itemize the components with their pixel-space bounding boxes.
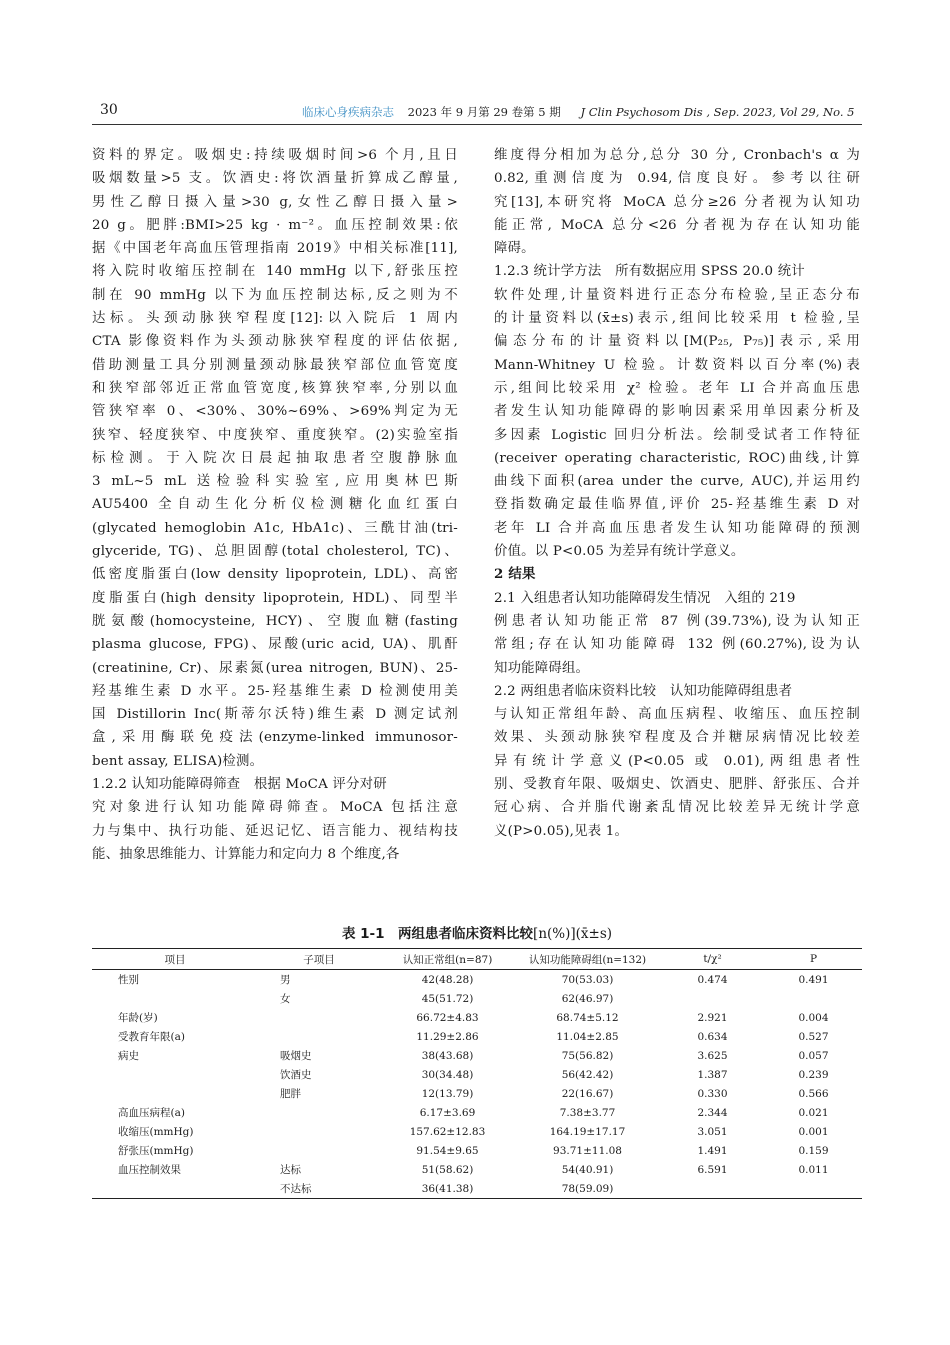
- clinical-data-table: [92, 948, 862, 1199]
- cell-statistic: 6.591: [697, 1163, 728, 1176]
- cell-impaired-group: 56(42.42): [561, 1068, 614, 1081]
- cell-subitem: 不达标: [280, 1183, 312, 1195]
- text-line: 的计量资料以(x̄±s)表示,组间比较采用 t 检验,呈: [494, 311, 860, 327]
- journal-name-en: J Clin Psychosom Dis , Sep. 2023, Vol 29, No. 5: [580, 105, 855, 119]
- table-row: [92, 1065, 862, 1084]
- text-line: 障碍。: [494, 241, 535, 257]
- text-line: 1.2.2 认知功能障碍筛查 根据 MoCA 评分对研: [92, 777, 387, 793]
- cell-statistic: 1.491: [697, 1144, 728, 1157]
- page-number: 30: [100, 102, 118, 118]
- cell-p-value: 0.491: [798, 973, 829, 986]
- cell-statistic: [660, 989, 765, 1008]
- cell-subitem: 女: [280, 993, 291, 1005]
- cell-p-value: 0.527: [798, 1030, 829, 1043]
- text-line: 国 Distillorin Inc(斯蒂尔沃特)维生素 D 测定试剂: [92, 707, 458, 723]
- cell-impaired-group: 164.19±17.17: [549, 1125, 626, 1138]
- text-line: 冠心病、合并脂代谢紊乱情况比较差异无统计学意: [494, 800, 860, 816]
- text-line: 软件处理,计量资料进行正态分布检验,呈正态分布: [494, 287, 860, 303]
- cell-normal-group: 30(34.48): [421, 1068, 474, 1081]
- text-line: 示,组间比较采用 χ² 检验。老年 LI 合并高血压患: [494, 380, 860, 396]
- cell-impaired-group: 78(59.09): [561, 1182, 614, 1195]
- cell-statistic: 0.634: [697, 1030, 728, 1043]
- text-line: 价值。以 P<0.05 为差异有统计学意义。: [494, 544, 745, 560]
- text-line: 别、受教育年限、吸烟史、饮酒史、肥胖、舒张压、合并: [494, 777, 860, 793]
- table-row: [92, 1179, 862, 1199]
- table-row: [92, 1103, 862, 1122]
- running-header: [92, 100, 862, 125]
- cell-item: 受教育年限(a): [118, 1031, 185, 1043]
- cell-normal-group: 51(58.62): [421, 1163, 474, 1176]
- cell-impaired-group: 54(40.91): [561, 1163, 614, 1176]
- text-line: 偏态分布的计量资料以[M(P₂₅, P₇₅)]表示,采用: [494, 334, 860, 350]
- cell-subitem: [258, 1141, 380, 1160]
- text-line: 3 mL~5 mL 送检验科实验室,应用奥林巴斯: [92, 474, 458, 490]
- table-title: [92, 922, 862, 942]
- cell-item: 舒张压(mmHg): [118, 1145, 194, 1157]
- cell-impaired-group: 75(56.82): [561, 1049, 614, 1062]
- text-line: 1.2.3 统计学方法 所有数据应用 SPSS 20.0 统计: [494, 264, 805, 280]
- cell-statistic: 0.330: [697, 1087, 728, 1100]
- text-line: 能正常, MoCA 总分<26 分者视为存在认知功能: [494, 217, 860, 233]
- text-line: 老年 LI 合并高血压患者发生认知功能障碍的预测: [494, 520, 860, 536]
- table-row: [92, 1046, 862, 1065]
- cell-statistic: 2.344: [697, 1106, 728, 1119]
- text-line: 0.82,重测信度为 0.94,信度良好。参考以往研: [494, 171, 860, 187]
- cell-statistic: 3.625: [697, 1049, 728, 1062]
- cell-normal-group: 38(43.68): [421, 1049, 474, 1062]
- text-line: 究对象进行认知功能障碍筛查。MoCA 包括注意: [92, 800, 458, 816]
- journal-issue-cn: 2023 年 9 月第 29 卷第 5 期: [407, 105, 561, 119]
- text-line: 羟基维生素 D 水平。25-羟基维生素 D 检测使用美: [92, 683, 458, 699]
- cell-impaired-group: 70(53.03): [561, 973, 614, 986]
- text-line: 2 结果: [494, 566, 536, 583]
- text-line: 异有统计学意义(P<0.05 或 0.01),两组患者性: [494, 753, 860, 769]
- text-line: 多因素 Logistic 回归分析法。绘制受试者工作特征: [494, 427, 860, 443]
- header-statistic: t/χ²: [703, 953, 722, 965]
- text-line: 资料的界定。吸烟史:持续吸烟时间>6 个月,且日: [92, 148, 458, 163]
- text-line: 度脂蛋白(high density lipoprotein, HDL)、同型半: [92, 590, 458, 606]
- cell-item: 高血压病程(a): [118, 1107, 185, 1119]
- text-line: 据《中国老年高血压管理指南 2019》中相关标准[11],: [92, 241, 458, 257]
- cell-statistic: [660, 1179, 765, 1199]
- cell-statistic: 1.387: [697, 1068, 728, 1081]
- cell-p-value: 0.021: [798, 1106, 829, 1119]
- table-row: [92, 989, 862, 1008]
- text-line: 标检测。于入院次日晨起抽取患者空腹静脉血: [92, 450, 458, 466]
- cell-subitem: 饮酒史: [280, 1069, 312, 1081]
- text-line: 力与集中、执行功能、延迟记忆、语言能力、视结构技: [92, 823, 458, 839]
- text-line: (receiver operating characteristic, ROC)曲线,计算: [494, 450, 860, 466]
- cell-impaired-group: 7.38±3.77: [559, 1106, 616, 1119]
- table-row: [92, 1160, 862, 1179]
- cell-p-value: [765, 1179, 862, 1199]
- cell-impaired-group: 93.71±11.08: [553, 1144, 622, 1157]
- cell-subitem: [258, 1103, 380, 1122]
- table-row: [92, 1027, 862, 1046]
- header-impaired-group: 认知功能障碍组(n=132): [528, 953, 647, 966]
- cell-normal-group: 45(51.72): [421, 992, 474, 1005]
- text-line: 能、抽象思维能力、计算能力和定向力 8 个维度,各: [92, 846, 400, 862]
- cell-normal-group: 66.72±4.83: [416, 1011, 479, 1024]
- text-line: 低密度脂蛋白(low density lipoprotein, LDL)、高密: [92, 567, 458, 583]
- text-line: glyceride, TG)、总胆固醇(total cholesterol, TC)、: [92, 544, 458, 560]
- cell-item: 性别: [118, 974, 139, 986]
- text-line: 登指数确定最佳临界值,评价 25-羟基维生素 D 对: [494, 497, 860, 513]
- cell-impaired-group: 22(16.67): [561, 1087, 614, 1100]
- journal-name-cn: 临床心身疾病杂志: [302, 105, 394, 119]
- cell-subitem: 达标: [280, 1164, 301, 1176]
- cell-normal-group: 11.29±2.86: [416, 1030, 479, 1043]
- cell-impaired-group: 11.04±2.85: [556, 1030, 619, 1043]
- text-line: 和狭窄部邻近正常血管宽度,核算狭窄率,分别以血: [92, 380, 458, 396]
- cell-normal-group: 6.17±3.69: [419, 1106, 476, 1119]
- text-line: 盒,采用酶联免疫法(enzyme-linked immunosor-: [92, 730, 458, 746]
- text-line: 20 g。肥胖:BMI>25 kg · m⁻²。血压控制效果:依: [92, 217, 458, 233]
- cell-item: 病史: [118, 1050, 139, 1062]
- text-line: 2.2 两组患者临床资料比较 认知功能障碍组患者: [494, 683, 793, 699]
- text-line: 2.1 入组患者认知功能障碍发生情况 入组的 219: [494, 590, 796, 606]
- cell-p-value: 0.566: [798, 1087, 829, 1100]
- cell-item: [92, 1179, 258, 1199]
- cell-p-value: 0.001: [798, 1125, 829, 1138]
- text-line: (glycated hemoglobin A1c, HbA1c)、三酰甘油(tri-: [92, 520, 458, 536]
- cell-subitem: 吸烟史: [280, 1050, 312, 1062]
- table-header-row: [92, 949, 862, 970]
- text-line: 维度得分相加为总分,总分 30 分, Cronbach's α 为: [494, 148, 860, 163]
- cell-p-value: 0.159: [798, 1144, 829, 1157]
- header-normal-group: 认知正常组(n=87): [402, 953, 493, 966]
- cell-item: [92, 989, 258, 1008]
- cell-subitem: [258, 1008, 380, 1027]
- cell-p-value: [765, 989, 862, 1008]
- text-line: 曲线下面积(area under the curve, AUC),并运用约: [494, 474, 860, 490]
- text-line: 管狭窄率 0、<30%、30%~69%、>69%判定为无: [92, 404, 458, 420]
- text-line: 例患者认知功能正常 87 例(39.73%),设为认知正: [494, 613, 860, 629]
- text-line: 知功能障碍组。: [494, 660, 590, 676]
- cell-subitem: 男: [280, 974, 291, 986]
- table-row: [92, 970, 862, 990]
- text-line: 狭窄、轻度狭窄、中度狭窄、重度狭窄。(2)实验室指: [92, 427, 458, 443]
- cell-p-value: 0.057: [798, 1049, 829, 1062]
- cell-normal-group: 157.62±12.83: [409, 1125, 486, 1138]
- left-text-column: [92, 144, 458, 866]
- text-line: 达标。头颈动脉狭窄程度[12]:以入院后 1 周内: [92, 311, 458, 327]
- journal-citation: [302, 104, 854, 120]
- cell-p-value: 0.239: [798, 1068, 829, 1081]
- header-item: 项目: [164, 953, 186, 966]
- cell-subitem: 肥胖: [280, 1088, 301, 1100]
- cell-item: 血压控制效果: [118, 1164, 181, 1176]
- cell-impaired-group: 62(46.97): [561, 992, 614, 1005]
- cell-normal-group: 12(13.79): [421, 1087, 474, 1100]
- text-line: 借助测量工具分别测量颈动脉最狭窄部位血管宽度: [92, 357, 458, 373]
- cell-item: [92, 1065, 258, 1084]
- cell-statistic: 0.474: [697, 973, 728, 986]
- text-line: 义(P>0.05),见表 1。: [494, 823, 629, 839]
- table-row: [92, 1141, 862, 1160]
- table-row: [92, 1122, 862, 1141]
- cell-normal-group: 42(48.28): [421, 973, 474, 986]
- text-line: 者发生认知功能障碍的影响因素采用单因素分析及: [494, 404, 860, 420]
- cell-subitem: [258, 1027, 380, 1046]
- cell-item: 年龄(岁): [118, 1012, 158, 1024]
- text-line: Mann-Whitney U 检验。计数资料以百分率(%)表: [494, 357, 860, 373]
- cell-p-value: 0.004: [798, 1011, 829, 1024]
- text-line: 究[13],本研究将 MoCA 总分≥26 分者视为认知功: [494, 194, 860, 210]
- text-line: CTA 影像资料作为头颈动脉狭窄程度的评估依据,: [92, 334, 458, 350]
- text-line: 男性乙醇日摄入量>30 g,女性乙醇日摄入量>: [92, 194, 458, 210]
- cell-normal-group: 36(41.38): [421, 1182, 474, 1195]
- cell-impaired-group: 68.74±5.12: [556, 1011, 619, 1024]
- cell-p-value: 0.011: [798, 1163, 829, 1176]
- table-row: [92, 1008, 862, 1027]
- text-line: bent assay, ELISA)检测。: [92, 753, 264, 769]
- cell-subitem: [258, 1122, 380, 1141]
- text-line: plasma glucose, FPG)、尿酸(uric acid, UA)、肌酐: [92, 637, 458, 653]
- right-text-column: [494, 144, 860, 843]
- cell-statistic: 3.051: [697, 1125, 728, 1138]
- text-line: 胱氨酸(homocysteine, HCY)、空腹血糖(fasting: [92, 613, 458, 629]
- text-line: 常组;存在认知功能障碍 132 例(60.27%),设为认: [494, 637, 860, 653]
- cell-item: [92, 1084, 258, 1103]
- text-line: 将入院时收缩压控制在 140 mmHg 以下,舒张压控: [92, 264, 458, 280]
- text-line: 效果、头颈动脉狭窄程度及合并糖尿病情况比较差: [494, 730, 860, 746]
- table-row: [92, 1084, 862, 1103]
- header-subitem: 子项目: [303, 953, 335, 966]
- text-line: 与认知正常组年龄、高血压病程、收缩压、血压控制: [494, 707, 860, 723]
- cell-item: 收缩压(mmHg): [118, 1126, 194, 1138]
- cell-statistic: 2.921: [697, 1011, 728, 1024]
- text-line: (creatinine, Cr)、尿素氮(urea nitrogen, BUN)、25-: [92, 660, 458, 676]
- table-title-label: 表 1-1 两组患者临床资料比较: [341, 926, 534, 942]
- cell-normal-group: 91.54±9.65: [416, 1144, 479, 1157]
- text-line: 吸烟数量>5 支。饮酒史:将饮酒量折算成乙醇量,: [92, 171, 458, 187]
- header-p-value: P: [809, 953, 818, 965]
- text-line: AU5400 全自动生化分析仪检测糖化血红蛋白: [92, 497, 458, 513]
- text-line: 制在 90 mmHg 以下为血压控制达标,反之则为不: [92, 287, 458, 303]
- table-title-format: [n(%)](x̄±s): [533, 926, 613, 942]
